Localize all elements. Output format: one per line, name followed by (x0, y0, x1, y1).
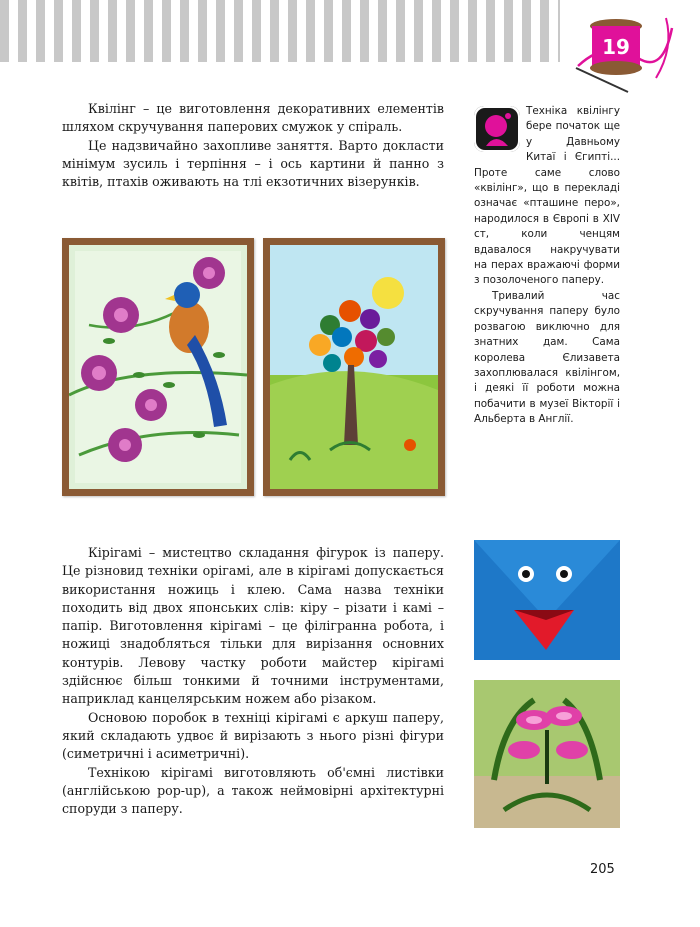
header-stripes (0, 0, 560, 62)
quilling-bird-picture (62, 238, 254, 496)
quilling-description: Це надзвичайно захопливе заняття. Варто докласти мінімум зусиль і терпіння – і ось картини й панно з квітів, птахів оживають на тлі екзотичних візерунків. (62, 137, 444, 190)
quilling-tree-picture (263, 238, 445, 496)
kirigami-definition: Кірігамі – мистецтво складання фігурок із паперу. Це різновид техніки орігамі, але в кірігамі допускається використання ножиць і клею. Сама назва техніки походить від двох японських слів: кіру – різати і камі – папір. Виготовлення кірігамі – це філігранна робота, і ножиці знадобляться тільки для вирізання основних контурів. Левову частку роботи майстер кірігамі здійснює більш тонкими й точними інструментами, наприклад канцелярським ножем або різаком. (62, 545, 444, 707)
kirigami-popup: Технікою кірігамі виготовляють об'ємні листівки (англійською pop-up), а також неймовірні архітектурні споруди з паперу. (62, 764, 444, 817)
kirigami-basis: Основою поробок в техніці кірігамі є аркуш паперу, який складають удвоє й вирізають з нього різні фігури (симетричні і асиметричні). (62, 709, 444, 762)
sidebar-paragraph-royal: Тривалий час скручування паперу було розвагою виключно для знатних дам. Сама королева Єлизавета захоплювалася квілінгом, і деякі її роботи можна побачити в музеї Вікторії і Альберта в Англії. (474, 289, 620, 426)
page-number: 205 (590, 862, 615, 877)
sidebar-paragraph-origin: Техніка квілінгу бере початок ще у Давньому Китаї і Єгипті... Проте саме слово «квілінг», що в перекладі означає «пташине перо», народилося в Європі в XIV ст, коли ченцям вдавалося накручувати на перах вражаючі форми з позолоченого паперу. (474, 105, 620, 287)
thread-spool-icon (568, 8, 680, 100)
quilling-text (62, 100, 444, 191)
quilling-definition: Квілінг – це виготовлення декоративних елементів шляхом скручування паперових смужок у спіраль. (62, 101, 444, 135)
history-sidebar (474, 104, 620, 428)
kirigami-bird-card (474, 540, 620, 660)
kirigami-text (62, 544, 444, 818)
thinking-person-icon (474, 106, 520, 152)
kirigami-popup-flowers (474, 680, 620, 828)
chapter-badge: 19 (602, 35, 630, 59)
